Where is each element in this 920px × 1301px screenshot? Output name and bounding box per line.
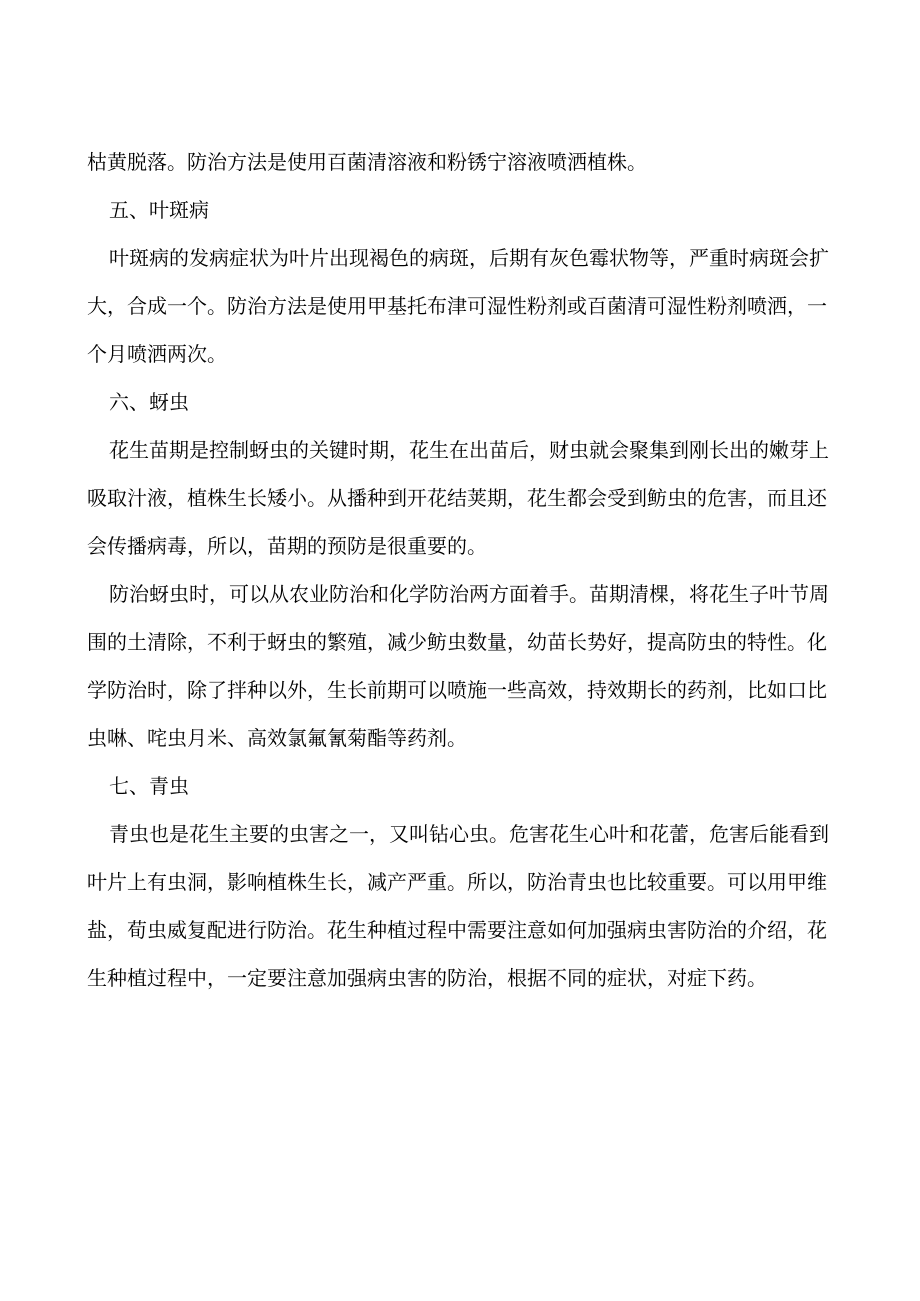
text-line: 叶斑病的发病症状为叶片出现褐色的病斑，后期有灰色霉状物等，严重时病斑会扩	[109, 246, 829, 270]
document-page	[87, 138, 827, 1002]
text-line: 虫啉、咤虫月米、高效氯氟氰菊酯等药剂。	[87, 726, 467, 750]
section-heading-green-worm	[87, 762, 827, 810]
section-heading-leaf-spot	[87, 186, 827, 234]
text-line: 叶片上有虫洞，影响植株生长，减产严重。所以，防治青虫也比较重要。可以用甲维	[87, 870, 827, 894]
text-line: 学防治时，除了拌种以外，生长前期可以喷施一些高效，持效期长的药剂，比如口比	[87, 678, 827, 702]
text-line: 枯黄脱落。防治方法是使用百菌清溶液和粉锈宁溶液喷洒植株。	[87, 150, 647, 174]
text-line: 青虫也是花生主要的虫害之一，又叫钻心虫。危害花生心叶和花蕾，危害后能看到	[109, 822, 829, 846]
text-line: 吸取汁液，植株生长矮小。从播种到开花结荚期，花生都会受到鲂虫的危害，而且还	[87, 486, 827, 510]
heading-text: 七、青虫	[109, 774, 189, 798]
paragraph-aphid-intro	[87, 426, 827, 570]
heading-text: 六、蚜虫	[109, 390, 189, 414]
paragraph-green-worm	[87, 810, 827, 1002]
text-line: 盐，荀虫威复配进行防治。花生种植过程中需要注意如何加强病虫害防治的介绍，花	[87, 918, 827, 942]
text-line: 围的土清除，不利于蚜虫的繁殖，减少鲂虫数量，幼苗长势好，提高防虫的特性。化	[87, 630, 827, 654]
section-heading-aphid	[87, 378, 827, 426]
paragraph-leaf-spot	[87, 234, 827, 378]
text-line: 个月喷洒两次。	[87, 342, 227, 366]
text-line: 花生苗期是控制蚜虫的关键时期，花生在出苗后，财虫就会聚集到刚长出的嫩芽上	[109, 438, 829, 462]
text-line: 会传播病毒，所以，苗期的预防是很重要的。	[87, 534, 487, 558]
text-line: 防治蚜虫时，可以从农业防治和化学防治两方面着手。苗期清棵，将花生子叶节周	[109, 582, 829, 606]
paragraph-aphid-control	[87, 570, 827, 762]
text-line: 生种植过程中，一定要注意加强病虫害的防治，根据不同的症状，对症下药。	[87, 966, 767, 990]
text-line: 大，合成一个。防治方法是使用甲基托布津可湿性粉剂或百菌清可湿性粉剂喷洒，一	[87, 294, 827, 318]
heading-text: 五、叶斑病	[109, 198, 209, 222]
paragraph-continuation	[87, 138, 827, 186]
